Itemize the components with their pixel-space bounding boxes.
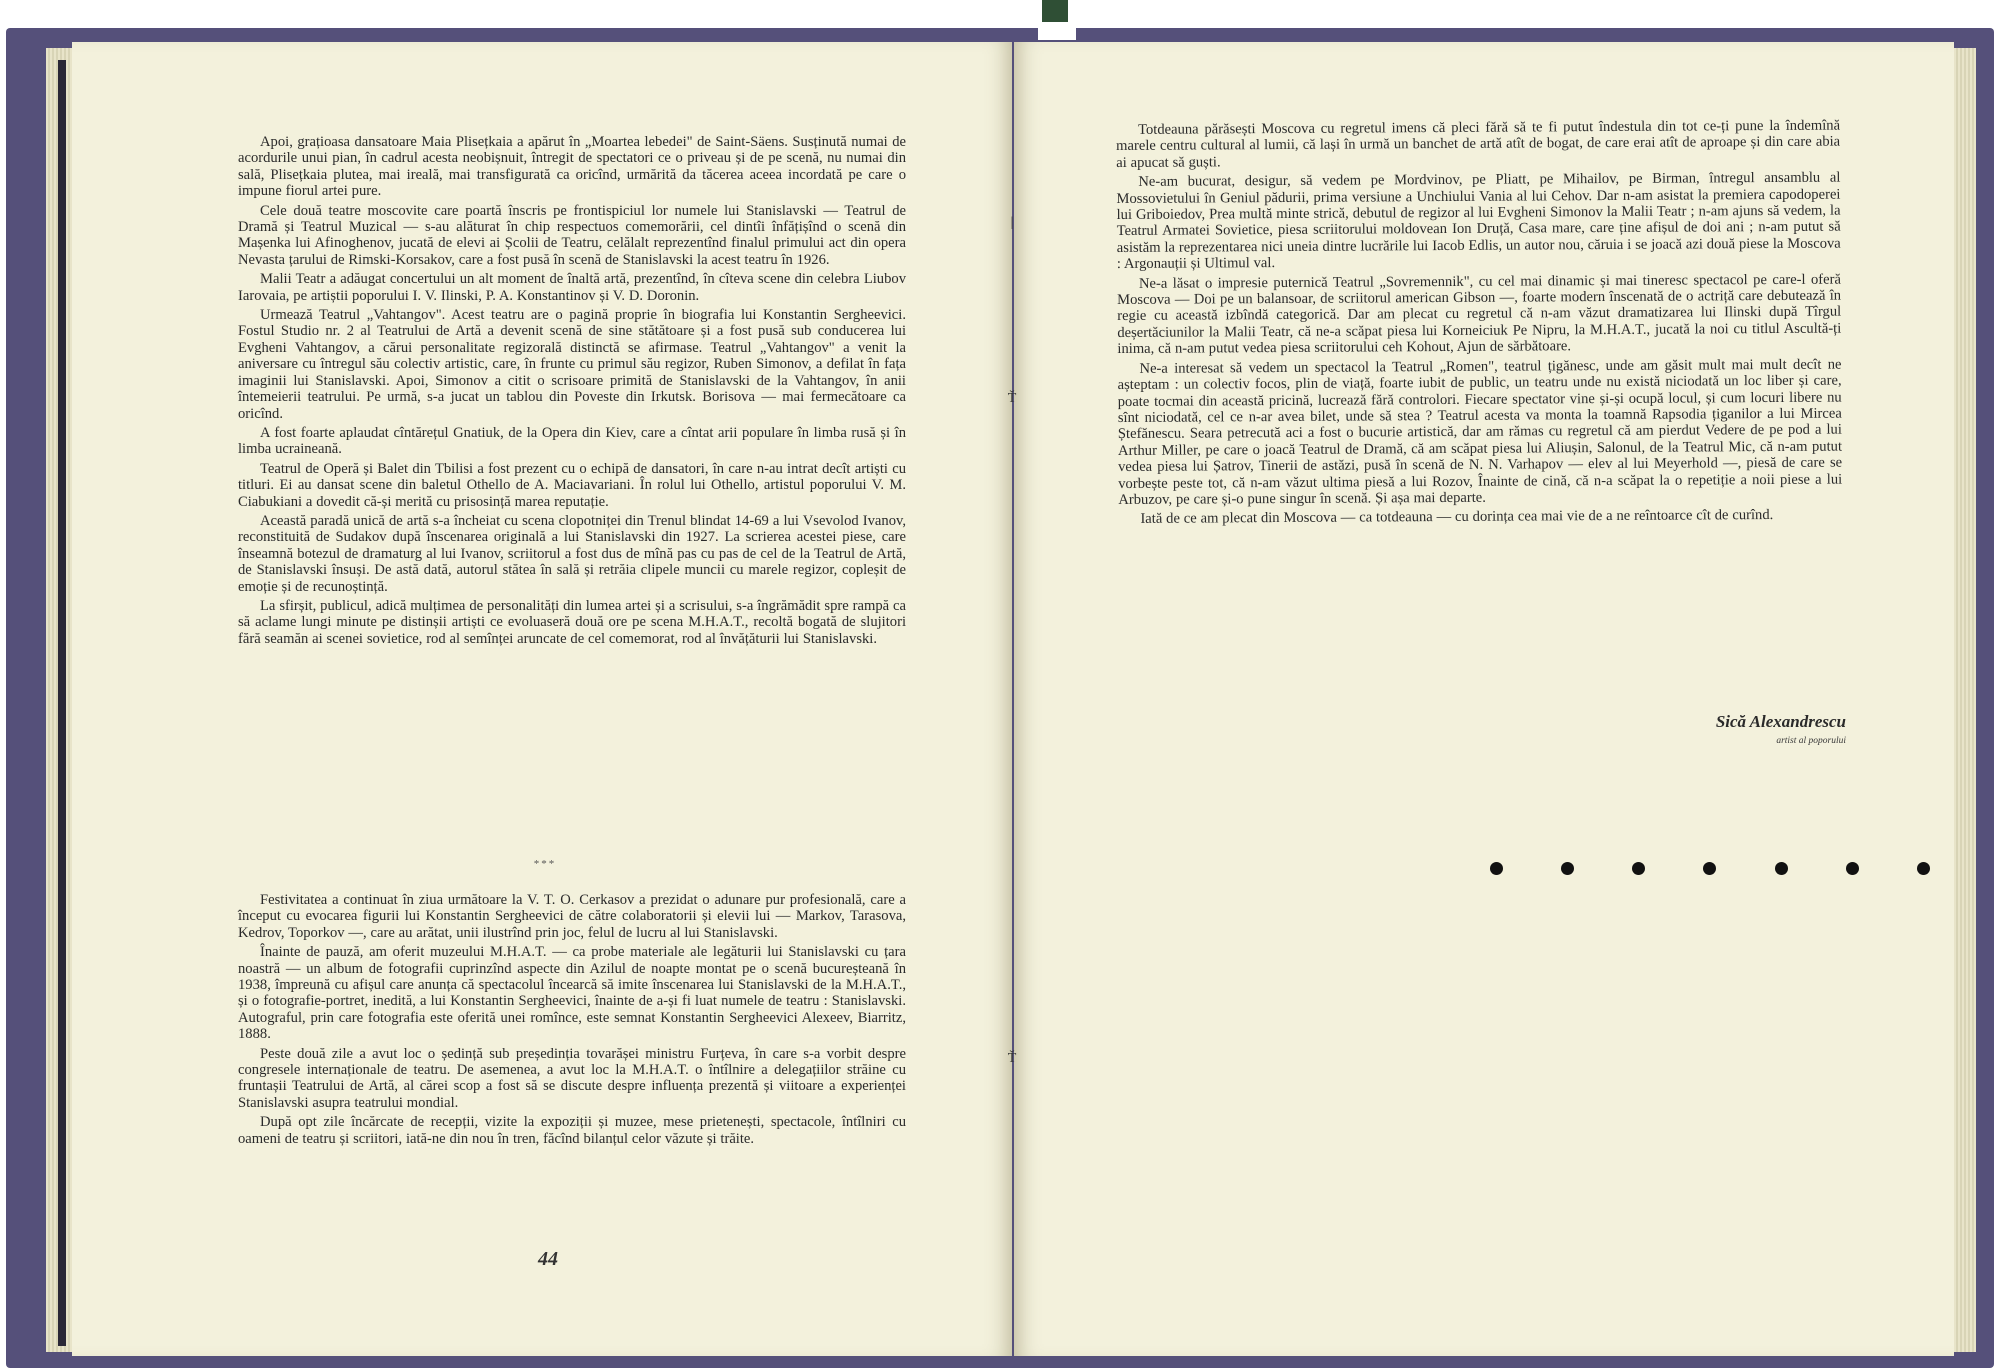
section-separator: ***	[533, 858, 557, 870]
author-signature: Sică Alexandrescu	[1715, 712, 1846, 731]
paragraph: Teatrul de Operă și Balet din Tbilisi a fost prezent cu o echipă de dansatori, în care n-au intrat decît artiști cu titluri. Ei au dansat scene din baletul Othello de A. Maciavariani. În rolul lui Othello, artistul poporului V. M. Ciabukiani a dovedit că-și merită cu prisosință marea reputație.	[238, 460, 906, 510]
binding-stitch: Ť	[1007, 1051, 1017, 1066]
paragraph: Festivitatea a continuat în ziua următoare la V. T. O. Cerkasov a prezidat o adunare pur profesională, care a început cu evocarea figurii lui Konstantin Sergheevici de către colaboratorii și elevii lui — Markov, Tarasova, Kedrov, Toporkov —, care au arătat, unii ilustrînd prin joc, felul de lucru al lui Stanislavski.	[238, 892, 906, 941]
left-cover-inner-edge	[58, 60, 66, 1346]
left-page-top-text	[238, 134, 906, 650]
paragraph: A fost foarte aplaudat cîntărețul Gnatiuk, de la Opera din Kiev, care a cîntat arii populare în limba rusă și în limba ucraineană.	[238, 424, 906, 458]
dot-ornament	[1917, 862, 1930, 875]
paragraph: Apoi, grațioasa dansatoare Maia Plisețkaia a apărut în „Moartea lebedei" de Saint-Säens. Susținută numai de acordurile unui pian, în cadrul acesta neobișnuit, întregit de spectatori ce o priveau și de pe scenă, nu numai din sală, Plisețkaia plutea, mai ireală, mai transfigurată ca oricînd, urmărită da tăcerea aceea incordată pe care o impune fiorul artei pure.	[238, 134, 906, 200]
paragraph: Ne-am bucurat, desigur, să vedem pe Mordvinov, pe Pliatt, pe Mihailov, pe Birman, întregul ansamblu al Mossovietului în Geniul pădurii, prima versiune a Unchiului Vania al lui Cehov. Dar n-am asistat la premiera capodoperei lui Griboiedov, Prea multă minte strică, debutul de regizor al lui Evgheni Simonov la Malii Teatr ; n-am ajuns să vedem, la Teatrul Armatei Sovietice, piesa scriitorului moldovean Ion Druță, Casa mare, care ține afișul de doi ani ; n-am putut să asistăm la reprezentarea nici uneia dintre lucrările lui Iacob Edlis, un autor nou, căruia i se joacă azi două piese la Moscova : Argonauții și Ultimul val.	[1116, 169, 1841, 273]
paragraph: Malii Teatr a adăugat concertului un alt moment de înaltă artă, prezentînd, în cîteva scene din celebra Liubov Iarovaia, pe artiștii poporului I. V. Ilinski, P. A. Konstantinov și V. D. Doronin.	[238, 271, 906, 304]
paragraph: Ne-a interesat să vedem un spectacol la Teatrul „Romen", teatrul țigănesc, unde am găsit mult mai mult decît ne așteptam : un colectiv focos, plin de viață, foarte iubit de public, un teatru unde nu există niciodată un loc liber și care, poate tocmai din această pricină, lucrează fără controlori. Fiecare spectator vine și-și ocupă locul, și cum locuri libere nu sînt niciodată, cel ce n-ar avea bilet, unde să stea ? Teatrul acesta va monta la toamnă Rapsodia țiganilor a lui Mircea Ștefănescu. Seara petrecută aci a fost o bucurie artistică, dar am rămas cu regretul că am pierdut Vedere de pe pod a lui Arthur Miller, pe care o joacă Teatrul de Dramă, că am scăpat piesa lui Aliușin, Salonul, de la Teatrul Mic, că n-am putut vedea piesa lui Șatrov, Tinerii de astăzi, pusă în scenă de N. N. Varhapov — elev al lui Meyerhold —, piesă de care se vorbește peste tot, că n-am văzut ultima piesă a lui Rozov, Înainte de cină, că n-a scăpat la o repetiție a noii piese a lui Arbuzov, pe care și-o pune singur în scenă. Și așa mai departe.	[1117, 356, 1843, 508]
paragraph: Această paradă unică de artă s-a încheiat cu scena clopotniței din Trenul blindat 14-69 a lui Vsevolod Ivanov, reconstituită de Sudakov după înscenarea originală a lui Stanislavski din 1927. La scrierea acestei piese, care înseamnă botezul de dramaturg al lui Ivanov, scriitorul a fost dus de mînă pas cu pas de cel de la Teatrul de Artă, de Stanislavski însuși. De astă dată, autorul stătea în sală și retrăia clipele muncii cu marele regizor, copleșit de emoție și de recunoștință.	[238, 512, 906, 595]
decorative-dots	[1490, 858, 1930, 878]
paragraph: Înainte de pauză, am oferit muzeului M.H.A.T. — ca probe materiale ale legăturii lui Stanislavski cu țara noastră — un album de fotografii cuprinzînd aspecte din Azilul de noapte montat pe o scenă bucureșteană în 1938, împreună cu afișul care anunța că spectacolul încearcă să imite înscenarea lui Stanislavski de la M.H.A.T., și o fotografie-portret, inedită, a lui Konstantin Sergheevici, înainte de a-și fi luat numele de teatru : Stanislavski. Autograful, prin care fotografia este oferită unei romînce, este semnat Konstantin Sergheevici Alexeev, Biarritz, 1888.	[238, 944, 906, 1043]
bookmark-ribbon	[1042, 0, 1068, 22]
right-page-edges	[1954, 48, 1976, 1352]
dot-ornament	[1490, 862, 1503, 875]
dot-ornament	[1703, 862, 1716, 875]
paragraph: Peste două zile a avut loc o ședință sub președinția tovarășei ministru Furțeva, în care s-a vorbit despre congresele internaționale de teatru. De asemenea, a avut loc la M.H.A.T. o întîlnire a delegațiilor străine cu fruntașii Teatrului de Artă, al cărei scop a fost să se discute despre influența prezentă și viitoare a experienței Stanislavski asupra teatrului mondial.	[238, 1045, 906, 1111]
page-number: 44	[538, 1248, 558, 1270]
author-title: artist al poporului	[1776, 736, 1846, 746]
binding-stitch: Ť	[1007, 391, 1017, 406]
paragraph: Urmează Teatrul „Vahtangov". Acest teatru are o pagină proprie în biografia lui Konstantin Sergheevici. Fostul Studio nr. 2 al Teatrului de Artă a devenit scenă de sine stătătoare și a fost pusă sub conducerea lui Evgheni Vahtangov, a cărui personalitate regizorală distinctă se afirmase. Teatrul „Vahtangov" a venit la aniversare cu întregul său colectiv artistic, care, în frunte cu primul său regizor, Ruben Simonov, a defilat în fața imaginii lui Stanislavski. Apoi, Simonov a citit o scrisoare primită de Stanislavski de la Vahtangov, în anii întemeierii teatrului. Pe urmă, s-a jucat un tablou din Poveste din Irkutsk. Borisova — mai fermecătoare ca oricînd.	[238, 307, 906, 422]
binding-stitch: |	[1010, 215, 1014, 230]
dot-ornament	[1561, 862, 1574, 875]
right-page-text	[1116, 118, 1842, 531]
left-page-bottom-text	[238, 892, 906, 1150]
paragraph: La sfirșit, publicul, adică mulțimea de personalități din lumea artei și a scrisului, s-a îngrămădit spre rampă ca să aclame lungi minute pe distinșii artiști ce evoluaseră două ore pe scena M.H.A.T., recoltă bogată de slujitori fără seamăn ai scenei sovietice, rod al semînței aruncate de cel comemorat, rod al învățăturii lui Stanislavski.	[238, 597, 906, 647]
dot-ornament	[1632, 862, 1645, 875]
dot-ornament	[1775, 862, 1788, 875]
paragraph: Totdeauna părăsești Moscova cu regretul imens că pleci fără să te fi putut îndestula din tot ce-ți pune la îndemînă marele centru cultural al lumii, că lași în urmă un banchet de artă atît de bogat, de care erai atît de aproape și din care abia ai apucat să guști.	[1116, 117, 1841, 171]
paragraph: După opt zile încărcate de recepții, vizite la expoziții și muzee, mese prietenești, spectacole, întîlniri cu oameni de teatru și scriitori, iată-ne din nou în tren, făcînd bilanțul celor văzute și trăite.	[238, 1114, 906, 1147]
paragraph: Iată de ce am plecat din Moscova — ca totdeauna — cu dorința cea mai vie de a ne reîntoarce cît de curînd.	[1140, 507, 1774, 528]
paragraph: Ne-a lăsat o impresie puternică Teatrul „Sovremennik", cu cel mai dinamic și mai tineresc spectacol pe care-l oferă Moscova — Doi pe un balansoar, de scriitorul american Gibson —, foarte modern înscenată de o actriță care debutează în regie cu această izbîndă categorică. Dar am plecat cu regretul că n-am văzut dramatizarea lui Ilinski după Tîrgul deșertăciunilor la Malii Teatr, că ne-a scăpat piesa lui Korneiciuk Pe Nipru, la M.H.A.T., jucată la noi cu titlul Ascultă-ți inima, că n-am putut vedea piesa scriitorului ceh Kohout, Ajun de sărbătoare.	[1117, 271, 1842, 358]
paragraph: Cele două teatre moscovite care poartă înscris pe frontispiciul lor numele lui Stanislavski — Teatrul de Dramă și Teatrul Muzical — s-au alăturat în chip respectuos comemorării, cel dintîi înfățișînd o scenă din Mașenka lui Afinoghenov, jucată de elevi ai Școlii de Teatru, celălalt reprezentînd finalul primului act din opera Nevasta țarului de Rimski-Korsakov, care a fost pusă în scenă de Stanislavski la acest teatru în 1926.	[238, 202, 906, 268]
dot-ornament	[1846, 862, 1859, 875]
